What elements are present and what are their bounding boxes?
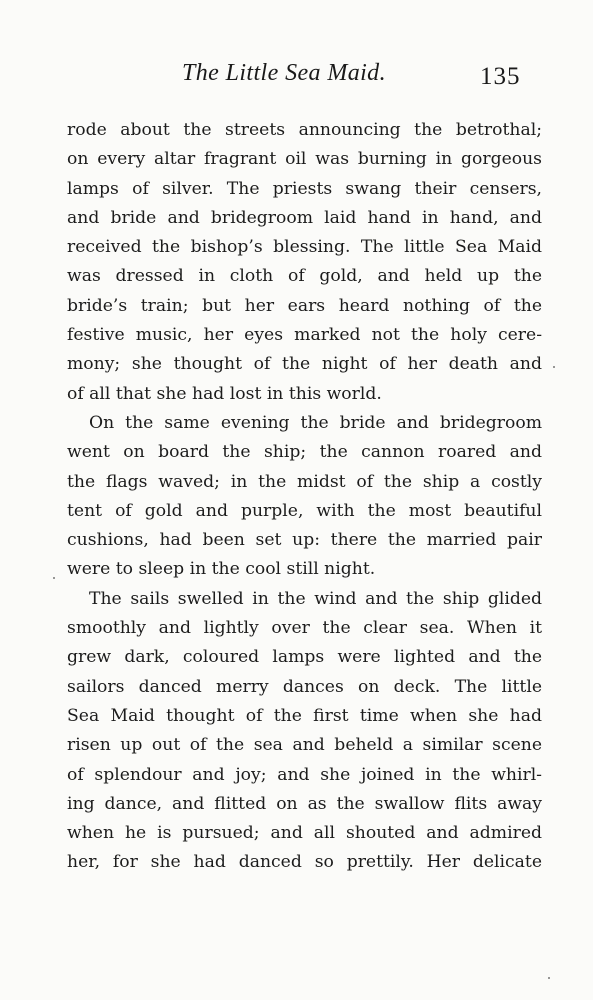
text-line: and bride and bridegroom laid hand in hand, and	[67, 207, 542, 228]
text-line: her, for she had danced so prettily. Her delicate	[67, 852, 542, 873]
text-line: when he is pursued; and all shouted and admired	[67, 823, 542, 844]
text-line: on every altar fragrant oil was burning in gorgeous	[67, 149, 542, 170]
text-line: risen up out of the sea and beheld a similar scene	[67, 735, 542, 756]
body-text	[67, 116, 542, 878]
text-line: went on board the ship; the cannon roared and	[67, 442, 542, 463]
scan-speck	[548, 977, 550, 979]
page-number: 135	[480, 63, 521, 90]
text-line: sailors danced merry dances on deck. The little	[67, 676, 542, 697]
scan-speck	[53, 577, 55, 579]
text-line: tent of gold and purple, with the most beautiful	[67, 500, 542, 521]
text-line: the flags waved; in the midst of the ship a costly	[67, 471, 542, 492]
running-title: The Little Sea Maid.	[182, 60, 386, 86]
text-line: mony; she thought of the night of her death and	[67, 354, 542, 375]
text-line: were to sleep in the cool still night.	[67, 559, 376, 580]
text-line: received the bishop’s blessing. The little Sea Maid	[67, 237, 542, 258]
text-line: festive music, her eyes marked not the holy cere-	[67, 325, 542, 346]
text-line: smoothly and lightly over the clear sea. When it	[67, 618, 542, 639]
text-line: cushions, had been set up: there the married pair	[67, 530, 542, 551]
text-line: grew dark, coloured lamps were lighted and the	[67, 647, 542, 668]
text-line: rode about the streets announcing the betrothal;	[67, 120, 542, 140]
text-line: On the same evening the bride and bridegroom	[89, 412, 542, 433]
text-line: Sea Maid thought of the first time when she had	[67, 705, 542, 726]
text-line: of all that she had lost in this world.	[67, 383, 382, 404]
text-line: of splendour and joy; and she joined in the whirl-	[67, 764, 542, 785]
text-line: bride’s train; but her ears heard nothing of the	[67, 295, 542, 316]
text-line: The sails swelled in the wind and the ship glided	[89, 588, 542, 609]
scan-speck	[553, 366, 555, 368]
text-line: ing dance, and flitted on as the swallow flits away	[67, 793, 542, 814]
text-line: was dressed in cloth of gold, and held up the	[67, 266, 542, 287]
text-line: lamps of silver. The priests swang their censers,	[67, 178, 542, 199]
